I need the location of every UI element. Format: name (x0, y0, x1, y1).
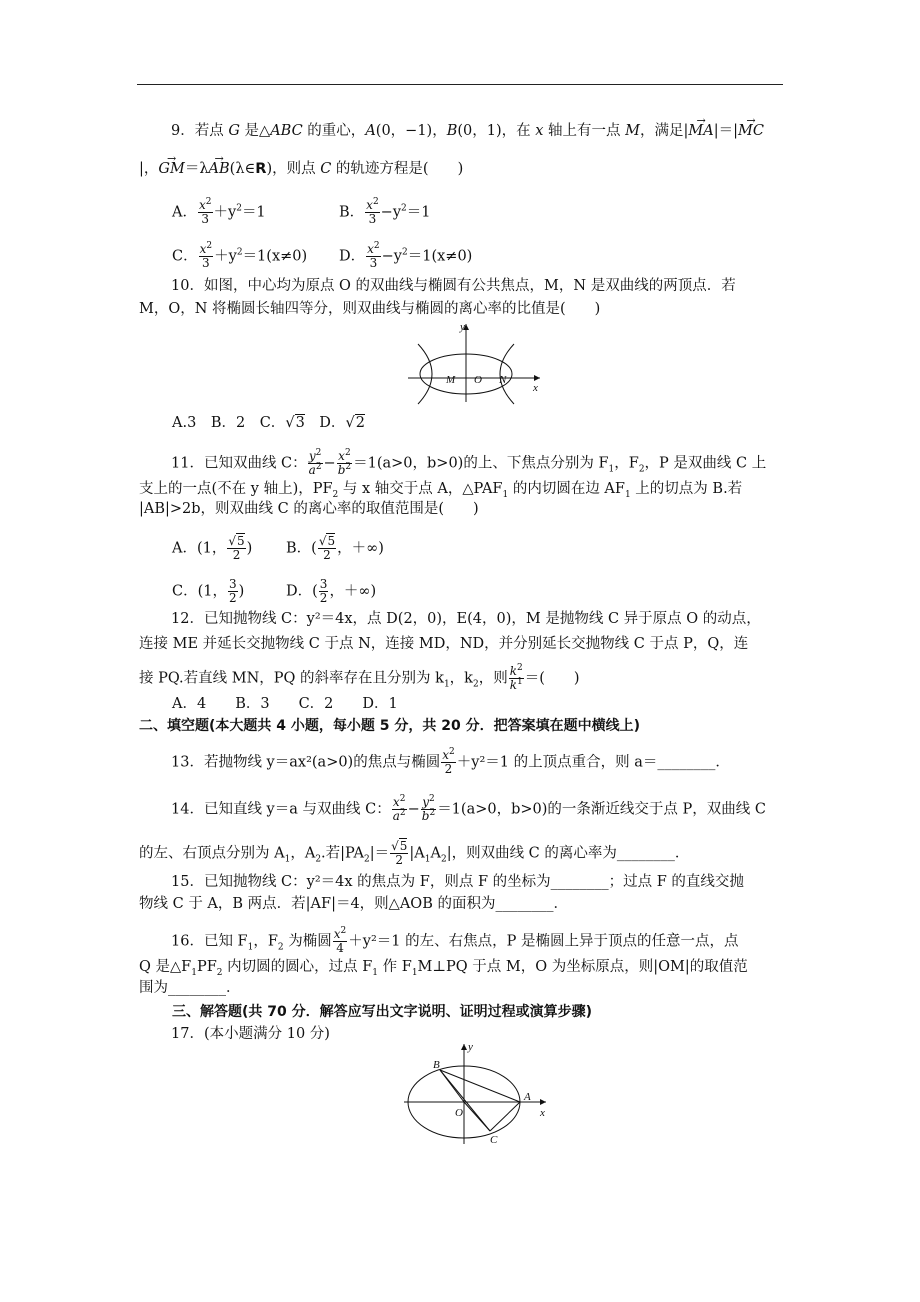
q9-option-a: A． $\frac{x^2}{3}$ $+y^2=1$ (172, 197, 266, 226)
q11-option-d: D．( $\frac{3}{2}$ ，＋∞) (286, 577, 377, 605)
fig17-label-y: y (468, 1041, 473, 1053)
fig10-label-y: y (460, 321, 465, 333)
q11-line3: |AB|>2b，则双曲线 C 的离心率的取值范围是( ) (139, 501, 479, 517)
q9-line2: |，→ GM＝λ→ AB(λ∈R)，则点 C 的轨迹方程是( ) (139, 159, 463, 179)
q14-line1: 14．已知直线 y＝a 与双曲线 C： $\frac{x^2}{a^2}$ − $\frac{y^2}{b^2}$ ＝1(a>0，b>0)的一条渐近线交于点 P，双曲线 C (171, 794, 766, 823)
q9-option-d: D． $\frac{x^2}{3}$ $-y^2=1(x\ne 0)$ (339, 241, 473, 270)
q11-line2: 支上的一点(不在 y 轴上)，$PF_2$ 与 x 轴交于点 A，$\triangle PAF_1$ 的内切圆在边 $AF_1$ 上的切点为 B.若 (139, 481, 743, 500)
q10-options: A.3 B．2 C．√3 D．√2 (172, 415, 365, 431)
q11-option-c: C．(1， $\frac{3}{2}$ ) (172, 577, 245, 605)
fig10-label-x: x (533, 382, 538, 394)
q14-line2: 的左、右顶点分别为 $A_1$，$A_2$.若$|PA_2|=$ $\frac{√5}{2}$ $|A_1A_2|$，则双曲线 C 的离心率为________． (139, 839, 690, 867)
q12-line3: 接 PQ.若直线 MN，PQ 的斜率存在且分别为 $k_1$，$k_2$，则 $\frac{k^2}{k^1}$ ＝( ) (139, 663, 580, 692)
q15-line1: 15．已知抛物线 C：y²＝4x 的焦点为 F，则点 F 的坐标为________；过点 F 的直线交抛 (171, 874, 744, 890)
fig17-label-x: x (540, 1107, 545, 1119)
q17-line1: 17．(本小题满分 10 分) (171, 1026, 330, 1042)
fig17-label-C: C (490, 1134, 498, 1146)
section2-heading: 二、填空题(本大题共 4 小题，每小题 5 分，共 20 分．把答案填在题中横线上) (139, 718, 641, 734)
q13-line1: 13．若抛物线 y＝ax²(a>0)的焦点与椭圆 $\frac{x^2}{2}$ ＋y²＝1 的上顶点重合，则 a＝________． (171, 747, 730, 776)
q12-options: A．4 B．3 C．2 D．1 (172, 696, 398, 712)
q16-line3: 围为________． (139, 980, 241, 996)
q9-line1: 9．若点 G 是△ABC 的重心，A(0，−1)，B(0，1)，在 x 轴上有一点 M，满足|→ MA|＝|→ MC (171, 121, 764, 141)
fig17-label-A: A (524, 1091, 531, 1103)
q12-line1: 12．已知抛物线 C：y²＝4x，点 D(2，0)，E(4，0)，M 是抛物线 C 异于原点 O 的动点， (171, 611, 761, 627)
q16-line1: 16．已知 $F_1$，$F_2$ 为椭圆 $\frac{x^2}{4}$ ＋y²＝1 的左、右焦点，P 是椭圆上异于顶点的任意一点，点 (171, 926, 739, 955)
q16-line2: Q 是$\triangle F_1PF_2$ 内切圆的圆心，过点 $F_1$ 作 $F_1M\perp PQ$ 于点 M，O 为坐标原点，则|OM|的取值范 (139, 959, 748, 978)
fig10-label-M: M (446, 374, 456, 386)
q10-figure (400, 316, 550, 406)
q12-line2: 连接 ME 并延长交抛物线 C 于点 N，连接 MD，ND，并分别延长交抛物线 C 于点 P，Q，连 (139, 636, 749, 652)
fig10-label-N: N (499, 374, 507, 386)
q9-option-c: C． $\frac{x^2}{3}$ $+y^2=1(x\ne 0)$ (172, 241, 308, 270)
q10-line1: 10．如图，中心均为原点 O 的双曲线与椭圆有公共焦点，M，N 是双曲线的两顶点．若 (171, 278, 736, 294)
section3-heading: 三、解答题(共 70 分．解答应写出文字说明、证明过程或演算步骤) (172, 1004, 593, 1020)
q10-line2: M，O，N 将椭圆长轴四等分，则双曲线与椭圆的离心率的比值是( ) (139, 301, 601, 317)
q15-line2: 物线 C 于 A，B 两点．若|AF|＝4，则△AOB 的面积为________． (139, 896, 568, 912)
fig10-label-O: O (474, 374, 482, 386)
q11-option-b: B．( $\frac{√5}{2}$ ，＋∞) (286, 534, 384, 562)
q11-option-a: A．(1， $\frac{√5}{2}$ ) (172, 534, 253, 562)
fig17-label-O: O (455, 1107, 463, 1119)
fig17-label-B: B (433, 1059, 440, 1071)
header-rule (137, 84, 783, 85)
q17-figure (398, 1038, 558, 1150)
q11-line1: 11．已知双曲线 C： $\frac{y^2}{a^2}$ − $\frac{x^2}{b^2}$ ＝1(a>0，b>0)的上、下焦点分别为 $F_1$，$F_2$，P 是双曲线 C 上 (171, 448, 767, 477)
q9-option-b: B． $\frac{x^2}{3}$ $-y^2=1$ (339, 197, 431, 226)
